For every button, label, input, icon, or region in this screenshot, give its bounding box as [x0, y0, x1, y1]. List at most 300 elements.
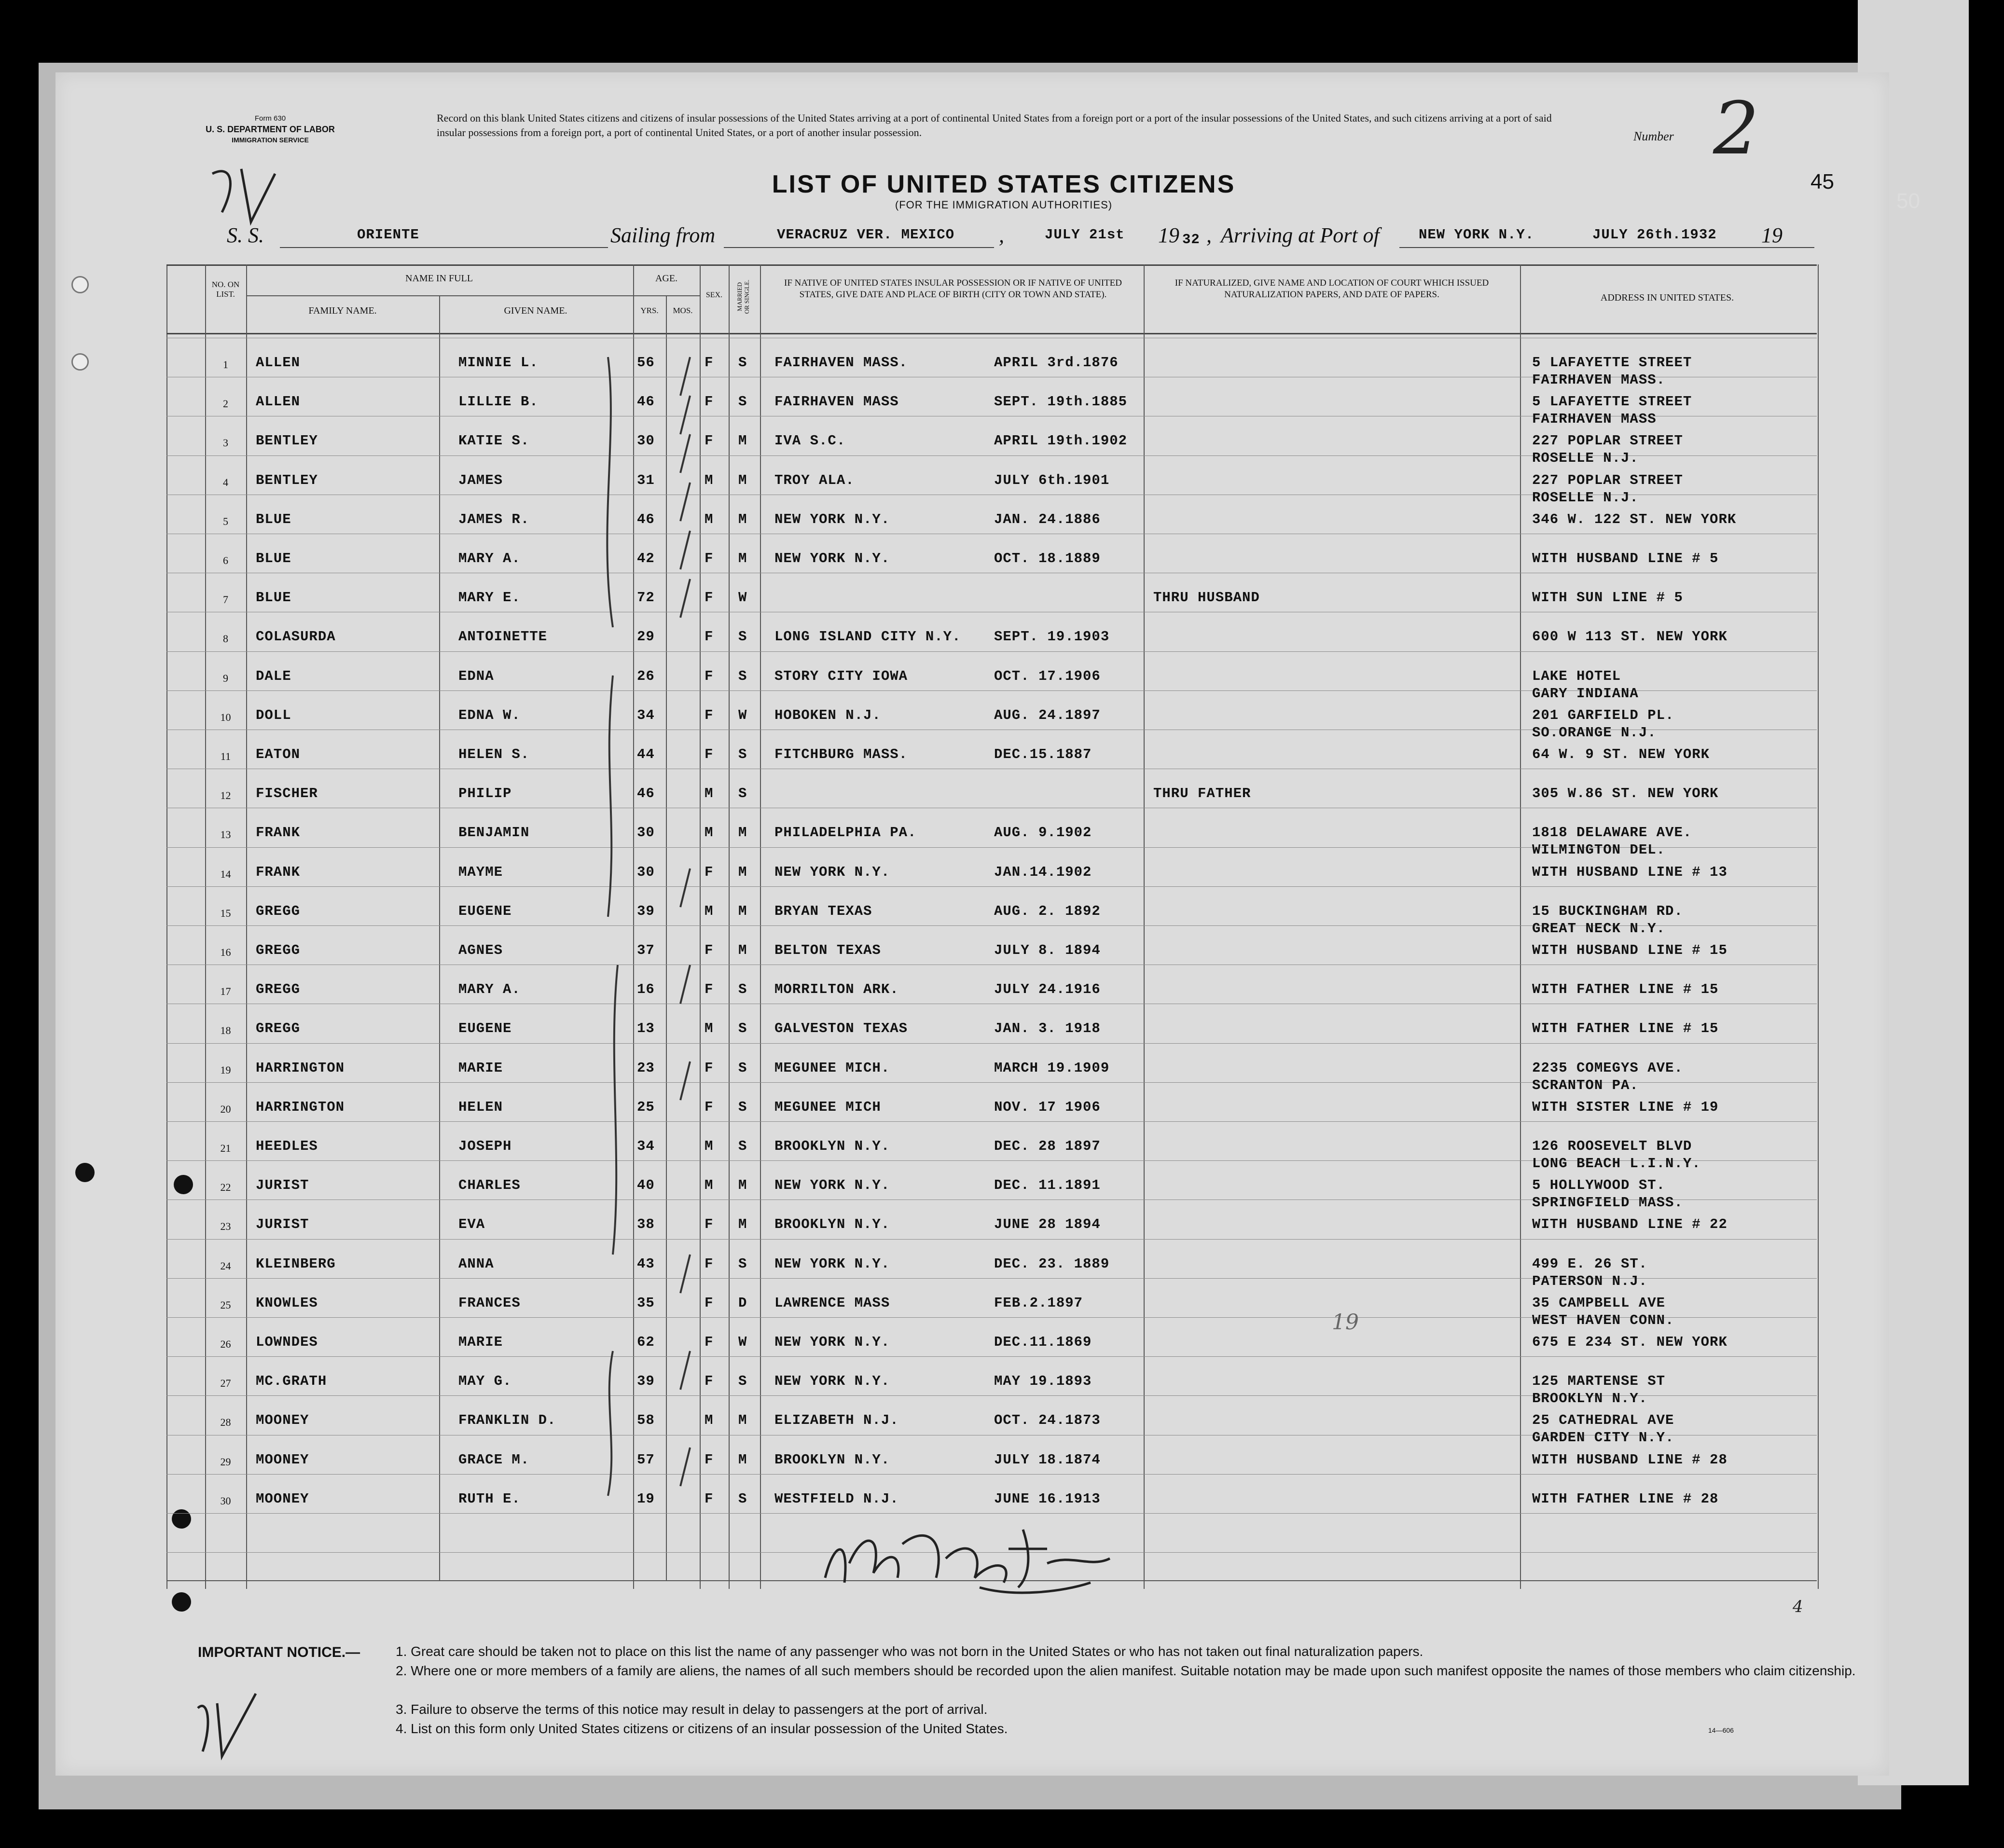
row-number: 10 — [220, 711, 231, 723]
row-number: 2 — [223, 398, 228, 410]
sex: M — [705, 1177, 714, 1194]
col-header-birth: IF NATIVE OF UNITED STATES INSULAR POSSESSION OR IF NATIVE OF UNITED STATES, GIVE DATE AND PLACE OF BIRTH (CITY OR TOWN AND STATE). — [784, 278, 1122, 300]
age-years: 29 — [637, 629, 655, 645]
sex: F — [705, 1255, 714, 1272]
family-name: JURIST — [256, 1216, 309, 1233]
age-years: 37 — [637, 942, 655, 958]
birth-place: TROY ALA. — [774, 472, 855, 488]
family-name: BLUE — [256, 590, 291, 606]
marital-status: D — [738, 1295, 747, 1311]
table-top-border — [166, 264, 1817, 266]
sex: M — [705, 903, 714, 919]
marital-status: S — [738, 1060, 747, 1076]
birth-place: PHILADELPHIA PA. — [774, 825, 917, 841]
sex: M — [705, 1021, 714, 1037]
address-line-1: WITH FATHER LINE # 28 — [1532, 1490, 1719, 1507]
sex: F — [705, 590, 714, 606]
age-years: 35 — [637, 1295, 655, 1311]
family-name: MC.GRATH — [256, 1373, 327, 1390]
address-line-1: 2235 COMEGYS AVE. — [1532, 1060, 1683, 1076]
birth-place: MEGUNEE MICH. — [774, 1060, 890, 1076]
address-line-1: WITH HUSBAND LINE # 13 — [1532, 864, 1728, 880]
age-years: 26 — [637, 668, 655, 684]
given-name: MAY G. — [458, 1373, 512, 1390]
row-number: 18 — [220, 1024, 231, 1037]
address-line-1: 5 LAFAYETTE STREET — [1532, 394, 1692, 410]
department-name: U. S. DEPARTMENT OF LABOR — [206, 124, 335, 134]
col-header-address: ADDRESS IN UNITED STATES. — [1600, 292, 1734, 303]
family-name: DOLL — [256, 707, 291, 723]
family-name: DALE — [256, 668, 291, 684]
row-rule — [166, 1474, 1817, 1475]
sex: M — [705, 511, 714, 527]
address-line-2: LONG BEACH L.I.N.Y. — [1532, 1156, 1701, 1172]
marital-status: S — [738, 746, 747, 762]
punch-hole — [172, 1592, 191, 1612]
birth-date: AUG. 9.1902 — [994, 825, 1092, 841]
row-number: 7 — [223, 593, 228, 606]
birth-date: JULY 6th.1901 — [994, 472, 1110, 488]
notice-item-2: 2. Where one or more members of a family are aliens, the names of all such members should be recorded upon the alien manifest. Suitable notation may be made upon such manifest opposite the names of those members who claim citizenship. — [396, 1663, 1856, 1678]
sex: M — [705, 786, 714, 802]
age-years: 62 — [637, 1334, 655, 1350]
age-years: 42 — [637, 551, 655, 566]
given-name: HELEN S. — [458, 746, 530, 762]
from-underline — [724, 247, 994, 248]
handwritten-mark — [188, 1679, 265, 1766]
form-code: 14—606 — [1708, 1726, 1734, 1734]
birth-date: JUNE 28 1894 — [994, 1216, 1101, 1233]
family-name: MOONEY — [256, 1412, 309, 1429]
col-divider — [246, 264, 247, 1589]
margin-note: 19 — [1332, 1310, 1359, 1335]
inspector-signature — [820, 1520, 1119, 1602]
address-line-1: WITH FATHER LINE # 15 — [1532, 1021, 1719, 1037]
col-header-given: GIVEN NAME. — [504, 305, 567, 316]
col-header-married: MARRIED OR SINGLE. — [736, 279, 750, 314]
arrival-year-prefix: 19 — [1761, 223, 1783, 247]
address-line-1: 5 HOLLYWOOD ST. — [1532, 1177, 1666, 1194]
address-line-2: ROSELLE N.J. — [1532, 489, 1639, 506]
birth-place: NEW YORK N.Y. — [774, 511, 890, 527]
birth-date: JAN. 24.1886 — [994, 511, 1101, 527]
sailing-year-prefix: 19 — [1158, 223, 1179, 247]
marital-status: M — [738, 472, 747, 488]
age-years: 38 — [637, 1216, 655, 1233]
family-name: BENTLEY — [256, 472, 318, 488]
address-line-2: PATERSON N.J. — [1532, 1273, 1648, 1289]
birth-place: WESTFIELD N.J. — [774, 1490, 899, 1507]
given-name: JAMES R. — [458, 511, 530, 527]
sex: F — [705, 707, 714, 723]
sex: F — [705, 746, 714, 762]
sex: F — [705, 1451, 714, 1468]
family-name: EATON — [256, 746, 301, 762]
marital-status: W — [738, 707, 747, 723]
birth-date: JUNE 16.1913 — [994, 1490, 1101, 1507]
marital-status: M — [738, 825, 747, 841]
sex: F — [705, 355, 714, 371]
age-years: 57 — [637, 1451, 655, 1468]
row-number: 27 — [220, 1377, 231, 1390]
address-line-2: WILMINGTON DEL. — [1532, 842, 1666, 858]
birth-date: OCT. 24.1873 — [994, 1412, 1101, 1429]
sex: F — [705, 394, 714, 410]
row-number: 15 — [220, 907, 231, 919]
birth-date: DEC.15.1887 — [994, 746, 1092, 762]
port-underline — [1399, 247, 1814, 248]
birth-date: FEB.2.1897 — [994, 1295, 1083, 1311]
sex: F — [705, 942, 714, 958]
form-number: Form 630 — [254, 114, 286, 123]
given-name: PHILIP — [458, 786, 512, 802]
age-years: 39 — [637, 1373, 655, 1390]
col-header-no: NO. ON LIST. — [211, 280, 240, 299]
page-number-alt: 50 — [1896, 189, 1920, 213]
birth-place: NEW YORK N.Y. — [774, 1255, 890, 1272]
row-number: 9 — [223, 672, 228, 684]
birth-place: BRYAN TEXAS — [774, 903, 872, 919]
row-number: 22 — [220, 1181, 231, 1194]
marital-status: S — [738, 355, 747, 371]
row-number: 19 — [220, 1063, 231, 1076]
address-line-1: 125 MARTENSE ST — [1532, 1373, 1666, 1390]
given-name: EUGENE — [458, 1021, 512, 1037]
given-name: BENJAMIN — [458, 825, 530, 841]
marital-status: M — [738, 1451, 747, 1468]
given-name: GRACE M. — [458, 1451, 530, 1468]
family-name: FRANK — [256, 825, 301, 841]
birth-date: NOV. 17 1906 — [994, 1099, 1101, 1115]
given-name: EUGENE — [458, 903, 512, 919]
birth-place: NEW YORK N.Y. — [774, 1334, 890, 1350]
birth-place: FITCHBURG MASS. — [774, 746, 908, 762]
marital-status: W — [738, 1334, 747, 1350]
row-number: 21 — [220, 1142, 231, 1154]
marital-status: S — [738, 1373, 747, 1390]
punch-hole — [71, 353, 89, 371]
address-line-2: FAIRHAVEN MASS. — [1532, 372, 1666, 388]
marital-status: S — [738, 981, 747, 998]
marital-status: M — [738, 511, 747, 527]
age-years: 58 — [637, 1412, 655, 1429]
col-header-age: AGE. — [655, 273, 678, 284]
marital-status: S — [738, 1021, 747, 1037]
given-name: MARY E. — [458, 590, 521, 606]
family-name: KNOWLES — [256, 1295, 318, 1311]
address-line-1: 675 E 234 ST. NEW YORK — [1532, 1334, 1728, 1350]
birth-place: BROOKLYN N.Y. — [774, 1216, 890, 1233]
given-name: CHARLES — [458, 1177, 521, 1194]
notice-item-1: 1. Great care should be taken not to place on this list the name of any passenger who was not born in the United States or who has not taken out final naturalization papers. — [396, 1644, 1424, 1659]
family-name: FISCHER — [256, 786, 318, 802]
given-name: EDNA — [458, 668, 494, 684]
given-name: JAMES — [458, 472, 503, 488]
birth-date: SEPT. 19th.1885 — [994, 394, 1128, 410]
marital-status: S — [738, 668, 747, 684]
address-line-1: 201 GARFIELD PL. — [1532, 707, 1674, 723]
sex: F — [705, 551, 714, 566]
col-divider — [1520, 264, 1521, 1589]
birth-date: JULY 24.1916 — [994, 981, 1101, 998]
age-years: 46 — [637, 786, 655, 802]
sex: M — [705, 472, 714, 488]
sex: F — [705, 1099, 714, 1115]
age-years: 40 — [637, 1177, 655, 1194]
family-name: KLEINBERG — [256, 1255, 336, 1272]
family-name: GREGG — [256, 1021, 301, 1037]
family-name: BLUE — [256, 511, 291, 527]
address-line-1: 35 CAMPBELL AVE — [1532, 1295, 1666, 1311]
family-name: LOWNDES — [256, 1334, 318, 1350]
col-header-name: NAME IN FULL — [405, 273, 473, 284]
row-number: 25 — [220, 1298, 231, 1311]
sailing-date: JULY 21st — [1045, 227, 1125, 243]
row-number: 6 — [223, 554, 228, 566]
given-name: MAYME — [458, 864, 503, 880]
address-line-1: WITH HUSBAND LINE # 5 — [1532, 551, 1719, 566]
birth-place: ELIZABETH N.J. — [774, 1412, 899, 1429]
address-line-1: WITH HUSBAND LINE # 22 — [1532, 1216, 1728, 1233]
given-name: RUTH E. — [458, 1490, 521, 1507]
sailing-label: Sailing from — [610, 223, 716, 247]
birth-date: OCT. 17.1906 — [994, 668, 1101, 684]
birth-place: NEW YORK N.Y. — [774, 1177, 890, 1194]
marital-status: W — [738, 590, 747, 606]
birth-date: MARCH 19.1909 — [994, 1060, 1110, 1076]
family-name: HARRINGTON — [256, 1099, 345, 1115]
marital-status: M — [738, 942, 747, 958]
sex: F — [705, 981, 714, 998]
comma: , — [999, 223, 1004, 247]
birth-place: FAIRHAVEN MASS. — [774, 355, 908, 371]
given-name: ANTOINETTE — [458, 629, 548, 645]
marital-status: S — [738, 394, 747, 410]
sex: F — [705, 433, 714, 449]
birth-date: DEC.11.1869 — [994, 1334, 1092, 1350]
family-name: ALLEN — [256, 394, 301, 410]
age-years: 30 — [637, 864, 655, 880]
address-line-1: WITH SISTER LINE # 19 — [1532, 1099, 1719, 1115]
sex: F — [705, 1295, 714, 1311]
sex: F — [705, 1334, 714, 1350]
row-number: 5 — [223, 515, 228, 527]
given-name: EDNA W. — [458, 707, 521, 723]
punch-hole — [71, 276, 89, 293]
marital-status: S — [738, 1138, 747, 1154]
birth-date: AUG. 24.1897 — [994, 707, 1101, 723]
ss-label: S. S. — [227, 223, 264, 247]
birth-date: JULY 8. 1894 — [994, 942, 1101, 958]
age-years: 31 — [637, 472, 655, 488]
address-line-2: WEST HAVEN CONN. — [1532, 1312, 1674, 1328]
age-years: 56 — [637, 355, 655, 371]
address-line-1: 600 W 113 ST. NEW YORK — [1532, 629, 1728, 645]
birth-date: DEC. 28 1897 — [994, 1138, 1101, 1154]
family-name: ALLEN — [256, 355, 301, 371]
col-divider — [205, 264, 206, 1589]
address-line-2: SCRANTON PA. — [1532, 1077, 1639, 1093]
birth-place: BROOKLYN N.Y. — [774, 1138, 890, 1154]
row-number: 3 — [223, 437, 228, 449]
age-years: 39 — [637, 903, 655, 919]
sex: M — [705, 825, 714, 841]
age-years: 30 — [637, 825, 655, 841]
given-name: FRANCES — [458, 1295, 521, 1311]
col-header-mos: MOS. — [673, 306, 693, 315]
address-line-1: 499 E. 26 ST. — [1532, 1255, 1648, 1272]
bottom-note: 4 — [1793, 1597, 1803, 1616]
age-years: 16 — [637, 981, 655, 998]
given-name: JOSEPH — [458, 1138, 512, 1154]
birth-date: JULY 18.1874 — [994, 1451, 1101, 1468]
birth-place: IVA S.C. — [774, 433, 846, 449]
birth-date: AUG. 2. 1892 — [994, 903, 1101, 919]
address-line-2: GARDEN CITY N.Y. — [1532, 1430, 1674, 1446]
row-number: 4 — [223, 476, 228, 488]
given-name: EVA — [458, 1216, 485, 1233]
sex: M — [705, 1138, 714, 1154]
family-name: HEEDLES — [256, 1138, 318, 1154]
address-line-1: 15 BUCKINGHAM RD. — [1532, 903, 1683, 919]
sex: F — [705, 1373, 714, 1390]
address-line-2: FAIRHAVEN MASS — [1532, 411, 1657, 428]
address-line-2: SPRINGFIELD MASS. — [1532, 1195, 1683, 1211]
given-name: MINNIE L. — [458, 355, 539, 371]
row-number: 11 — [220, 750, 231, 762]
col-divider — [439, 295, 440, 1580]
family-name: GREGG — [256, 981, 301, 998]
given-name: MARIE — [458, 1060, 503, 1076]
row-rule — [166, 1356, 1817, 1357]
list-number: 2 — [1713, 87, 1759, 171]
age-years: 23 — [637, 1060, 655, 1076]
address-line-1: LAKE HOTEL — [1532, 668, 1621, 684]
birth-date: JAN.14.1902 — [994, 864, 1092, 880]
age-years: 34 — [637, 707, 655, 723]
col-header-yrs: YRS. — [640, 306, 659, 315]
given-name: MARY A. — [458, 551, 521, 566]
col-header-sex: SEX. — [705, 291, 723, 299]
birth-place: NEW YORK N.Y. — [774, 1373, 890, 1390]
given-name: MARY A. — [458, 981, 521, 998]
marital-status: M — [738, 1216, 747, 1233]
age-years: 46 — [637, 511, 655, 527]
notice-label: IMPORTANT NOTICE.— — [198, 1644, 360, 1660]
number-label: Number — [1633, 129, 1674, 143]
age-years: 43 — [637, 1255, 655, 1272]
family-name: GREGG — [256, 903, 301, 919]
row-number: 29 — [220, 1455, 231, 1468]
family-name: HARRINGTON — [256, 1060, 345, 1076]
sex: F — [705, 1490, 714, 1507]
handwritten-checkmarks — [598, 338, 743, 1544]
marital-status: M — [738, 903, 747, 919]
birth-place: LONG ISLAND CITY N.Y. — [774, 629, 961, 645]
row-number: 24 — [220, 1259, 231, 1272]
birth-date: APRIL 19th.1902 — [994, 433, 1128, 449]
naturalization: THRU HUSBAND — [1153, 590, 1260, 606]
sailing-from: VERACRUZ VER. MEXICO — [777, 227, 955, 243]
birth-place: MEGUNEE MICH — [774, 1099, 881, 1115]
family-name: GREGG — [256, 942, 301, 958]
given-name: LILLIE B. — [458, 394, 539, 410]
row-number: 23 — [220, 1220, 231, 1233]
address-line-1: WITH HUSBAND LINE # 15 — [1532, 942, 1728, 958]
marital-status: M — [738, 864, 747, 880]
handwritten-mark — [203, 154, 299, 232]
birth-place: BROOKLYN N.Y. — [774, 1451, 890, 1468]
family-name: BLUE — [256, 551, 291, 566]
row-number: 12 — [220, 789, 231, 802]
address-line-1: 126 ROOSEVELT BLVD — [1532, 1138, 1692, 1154]
row-number: 26 — [220, 1338, 231, 1350]
marital-status: M — [738, 1177, 747, 1194]
row-number: 13 — [220, 828, 231, 841]
sex: F — [705, 1060, 714, 1076]
family-name: JURIST — [256, 1177, 309, 1194]
notice-item-3: 3. Failure to observe the terms of this notice may result in delay to passengers at the port of arrival. — [396, 1702, 988, 1717]
age-years: 44 — [637, 746, 655, 762]
birth-date: JAN. 3. 1918 — [994, 1021, 1101, 1037]
birth-date: SEPT. 19.1903 — [994, 629, 1110, 645]
birth-place: NEW YORK N.Y. — [774, 864, 890, 880]
naturalization: THRU FATHER — [1153, 786, 1251, 802]
col-divider — [1144, 264, 1145, 1589]
age-years: 13 — [637, 1021, 655, 1037]
row-rule — [166, 1121, 1817, 1122]
sex: F — [705, 668, 714, 684]
row-rule — [166, 1513, 1817, 1514]
marital-status: S — [738, 786, 747, 802]
address-line-1: 346 W. 122 ST. NEW YORK — [1532, 511, 1737, 527]
sex: M — [705, 1412, 714, 1429]
address-line-1: 227 POPLAR STREET — [1532, 433, 1683, 449]
row-number: 8 — [223, 633, 228, 645]
family-name: BENTLEY — [256, 433, 318, 449]
birth-place: GALVESTON TEXAS — [774, 1021, 908, 1037]
page-number: 45 — [1811, 170, 1834, 193]
arrival-date: JULY 26th.1932 — [1592, 227, 1717, 243]
col-divider — [760, 264, 761, 1589]
birth-date: DEC. 11.1891 — [994, 1177, 1101, 1194]
family-name: COLASURDA — [256, 629, 336, 645]
given-name: AGNES — [458, 942, 503, 958]
birth-place: STORY CITY IOWA — [774, 668, 908, 684]
birth-date: APRIL 3rd.1876 — [994, 355, 1119, 371]
birth-place: BELTON TEXAS — [774, 942, 881, 958]
row-number: 20 — [220, 1103, 231, 1115]
given-name: ANNA — [458, 1255, 494, 1272]
marital-status: M — [738, 1412, 747, 1429]
arrival-port: NEW YORK N.Y. — [1419, 227, 1534, 243]
row-rule — [166, 651, 1817, 652]
sex: F — [705, 864, 714, 880]
address-line-1: 227 POPLAR STREET — [1532, 472, 1683, 488]
given-name: KATIE S. — [458, 433, 530, 449]
family-name: MOONEY — [256, 1490, 309, 1507]
address-line-1: 5 LAFAYETTE STREET — [1532, 355, 1692, 371]
age-years: 25 — [637, 1099, 655, 1115]
row-rule — [166, 1239, 1817, 1240]
address-line-2: BROOKLYN N.Y. — [1532, 1391, 1648, 1407]
birth-place: FAIRHAVEN MASS — [774, 394, 899, 410]
row-number: 1 — [223, 359, 228, 371]
notice-item-4: 4. List on this form only United States citizens or citizens of an insular possession of the United States. — [396, 1721, 1008, 1736]
age-years: 72 — [637, 590, 655, 606]
family-name: FRANK — [256, 864, 301, 880]
address-line-1: 1818 DELAWARE AVE. — [1532, 825, 1692, 841]
